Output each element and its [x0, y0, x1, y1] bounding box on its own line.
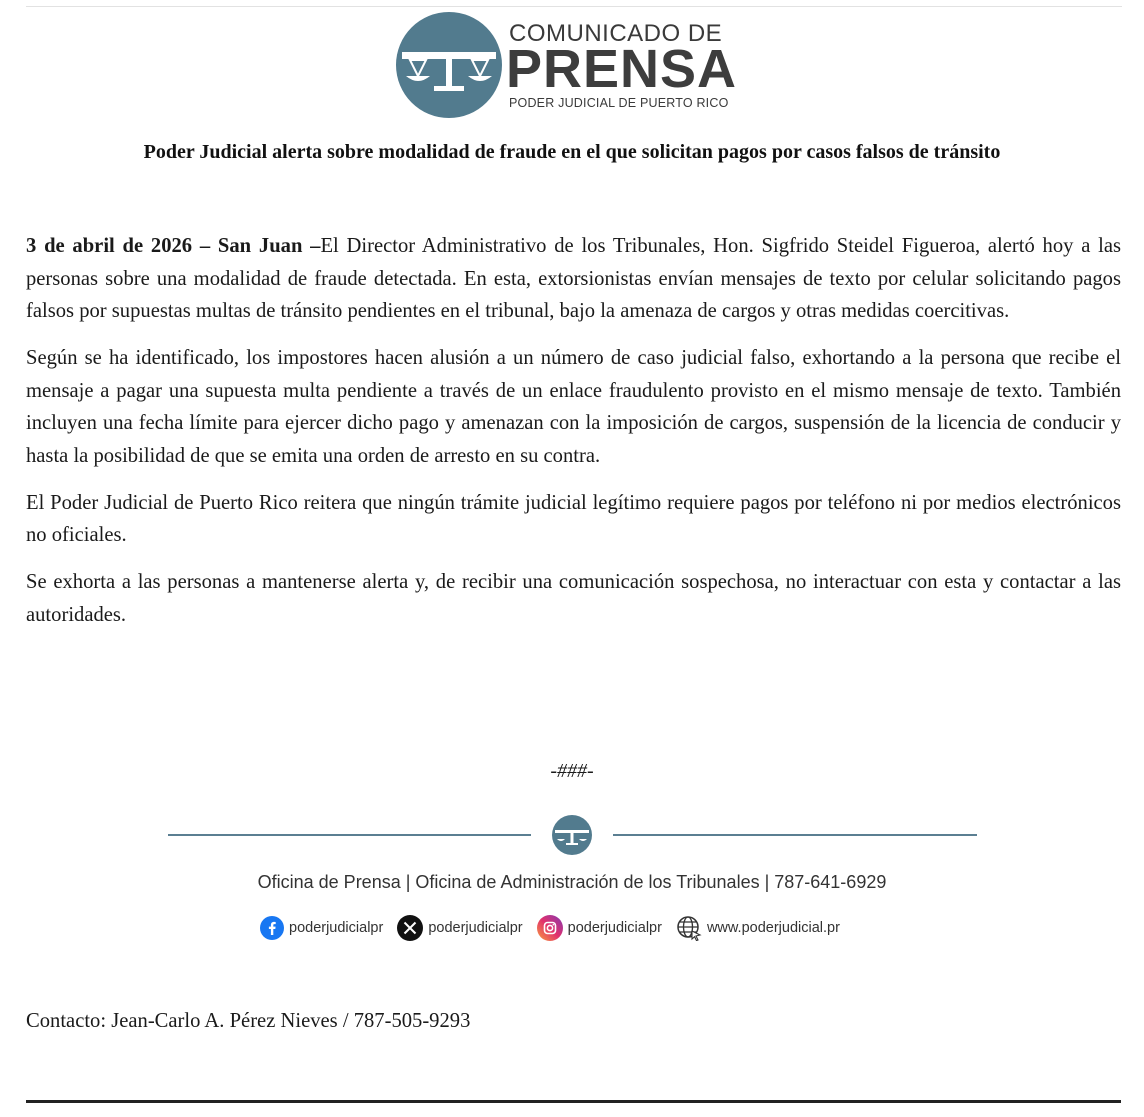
social-instagram[interactable]: [537, 915, 662, 941]
paragraph-4: Se exhorta a las personas a mantenerse alerta y, de recibir una comunicación sospechosa, no interactuar con esta y contactar a las autoridades.: [26, 571, 1121, 626]
footer-scales-logo-icon: [552, 815, 592, 855]
social-website[interactable]: [676, 915, 840, 941]
bottom-divider: [26, 1100, 1121, 1103]
x-icon: [397, 915, 423, 941]
paragraph-1: [26, 230, 1121, 328]
dateline: 3 de abril de 2026 – San Juan –: [26, 235, 321, 257]
footer-office-info: Oficina de Prensa | Oficina de Administración de los Tribunales | 787-641-6929: [257, 872, 887, 892]
social-x[interactable]: [397, 915, 522, 941]
social-links: [260, 914, 854, 942]
paragraph-2: Según se ha identificado, los impostores hacen alusión a un número de caso judicial falso, exhortando a la persona que recibe el mensaje a pagar una supuesta multa pendiente a través de un enlace fraudulento provisto en el mismo mensaje de texto. También incluyen una fecha límite para ejercer dicho pago y amenazan con la imposición de cargos, suspensión de la licencia de conducir y hasta la posibilidad de que se emita una orden de arresto en su contra.: [26, 347, 1121, 467]
globe-icon: [676, 915, 702, 941]
headline: Poder Judicial alerta sobre modalidad de fraude en el que solicitan pagos por casos falsos de tránsito: [143, 141, 1001, 163]
logo-line-comunicado: COMUNICADO DE: [509, 20, 723, 47]
paragraph-1-text: El Director Administrativo de los Tribunales, Hon. Sigfrido Steidel Figueroa, alertó hoy a las personas sobre una modalidad de fraude detectada. En esta, extorsionistas envían mensajes de texto por celular solicitando pagos falsos por supuestas multas de tránsito pendientes en el tribunal, bajo la amenaza de cargos y otras medidas coercitivas.: [26, 235, 1121, 322]
x-handle: poderjudicialpr: [428, 920, 523, 936]
press-release-header: [396, 12, 756, 120]
top-divider: [26, 6, 1122, 7]
logo-line-poder-judicial: PODER JUDICIAL DE PUERTO RICO: [509, 96, 729, 110]
end-mark: -###-: [550, 760, 594, 782]
facebook-icon: [260, 916, 284, 940]
footer-divider-right: [613, 834, 977, 836]
paragraph-3: El Poder Judicial de Puerto Rico reitera que ningún trámite judicial legítimo requiere pagos por teléfono ni por medios electrónicos no oficiales.: [26, 491, 1121, 546]
instagram-handle: poderjudicialpr: [567, 920, 662, 936]
facebook-handle: poderjudicialpr: [289, 920, 384, 936]
instagram-icon: [537, 915, 563, 941]
scales-of-justice-logo-icon: [396, 12, 502, 118]
article-body: [26, 230, 1121, 646]
contact-line: Contacto: Jean-Carlo A. Pérez Nieves / 787-505-9293: [26, 1010, 471, 1032]
footer-divider-left: [168, 834, 531, 836]
social-facebook[interactable]: [260, 916, 383, 940]
logo-line-prensa: PRENSA: [506, 39, 738, 99]
website-link: www.poderjudicial.pr: [706, 920, 840, 936]
